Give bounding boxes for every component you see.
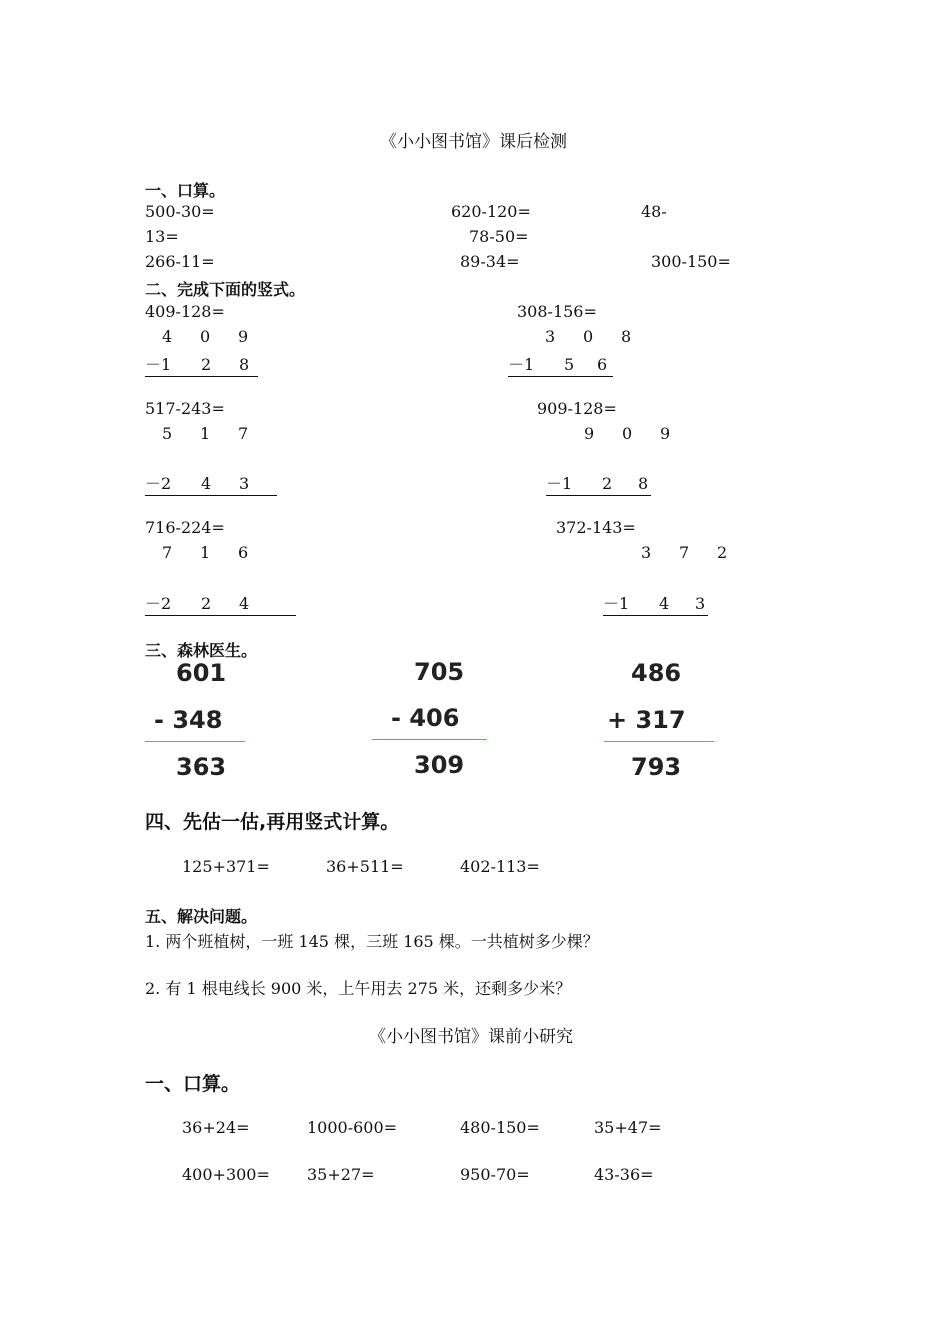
doctor-operand: - 406 <box>391 704 460 732</box>
pre-oral-item: 43-36= <box>594 1165 654 1184</box>
oral-item: 13= <box>145 227 179 246</box>
doctor-operand: + 317 <box>607 706 686 734</box>
vertical-top-row: 3 0 8 <box>545 327 632 346</box>
oral-item: 266-11= <box>145 252 215 271</box>
doctor-answer-line <box>372 739 487 740</box>
estimate-item: 402-113= <box>460 857 540 876</box>
vertical-expression: 409-128= <box>145 302 225 321</box>
pre-oral-item: 480-150= <box>460 1118 540 1137</box>
pre-oral-item: 36+24= <box>182 1118 250 1137</box>
doctor-top-number: 601 <box>176 659 227 687</box>
vertical-expression: 372-143= <box>556 518 636 537</box>
pre-oral-item: 1000-600= <box>307 1118 398 1137</box>
pre-oral-item: 35+27= <box>307 1165 375 1184</box>
pre-study-title: 《小小图书馆》课前小研究 <box>369 1027 573 1047</box>
doctor-result: 309 <box>414 751 465 779</box>
pre-oral-item: 950-70= <box>460 1165 530 1184</box>
word-problem-2: 2. 有 1 根电线长 900 米，上午用去 275 米，还剩多少米？ <box>145 979 572 998</box>
section-3-heading: 三、森林医生。 <box>145 641 258 660</box>
section-5-heading: 五、解决问题。 <box>145 907 258 926</box>
vertical-bottom-row: －1 2 8 <box>145 352 258 377</box>
section-4-heading: 四、先估一估,再用竖式计算。 <box>145 811 400 833</box>
vertical-bottom-row: －1 4 3 <box>603 591 708 616</box>
oral-item: 48- <box>641 202 667 221</box>
doctor-result: 363 <box>176 753 227 781</box>
oral-item: 89-34= <box>460 252 520 271</box>
vertical-bottom-row: －1 2 8 <box>546 471 651 496</box>
vertical-bottom-row: －1 5 6 <box>508 352 613 377</box>
vertical-expression: 308-156= <box>517 302 597 321</box>
doctor-top-number: 705 <box>414 658 465 686</box>
vertical-expression: 517-243= <box>145 399 225 418</box>
oral-item: 300-150= <box>651 252 731 271</box>
vertical-top-row: 7 1 6 <box>162 543 249 562</box>
vertical-bottom-row: －2 4 3 <box>145 471 277 496</box>
section-1-heading: 一、口算。 <box>145 181 226 200</box>
pre-oral-item: 400+300= <box>182 1165 270 1184</box>
oral-item: 620-120= <box>451 202 531 221</box>
doctor-answer-line <box>604 741 714 742</box>
vertical-top-row: 9 0 9 <box>584 424 671 443</box>
vertical-top-row: 3 7 2 <box>641 543 728 562</box>
doctor-answer-line <box>145 741 245 742</box>
estimate-item: 36+511= <box>326 857 404 876</box>
oral-item: 500-30= <box>145 202 215 221</box>
doctor-operand: - 348 <box>154 706 223 734</box>
test-title: 《小小图书馆》课后检测 <box>380 132 567 152</box>
vertical-top-row: 4 0 9 <box>162 327 249 346</box>
vertical-bottom-row: －2 2 4 <box>145 591 296 616</box>
estimate-item: 125+371= <box>182 857 270 876</box>
vertical-expression: 716-224= <box>145 518 225 537</box>
word-problem-1: 1. 两个班植树，一班 145 棵，三班 165 棵。一共植树多少棵？ <box>145 932 599 951</box>
doctor-top-number: 486 <box>631 659 682 687</box>
vertical-expression: 909-128= <box>537 399 617 418</box>
pre-section-1-heading: 一、口算。 <box>145 1073 241 1095</box>
oral-item: 78-50= <box>469 227 529 246</box>
doctor-result: 793 <box>631 753 682 781</box>
vertical-top-row: 5 1 7 <box>162 424 249 443</box>
section-2-heading: 二、完成下面的竖式。 <box>145 280 306 299</box>
pre-oral-item: 35+47= <box>594 1118 662 1137</box>
